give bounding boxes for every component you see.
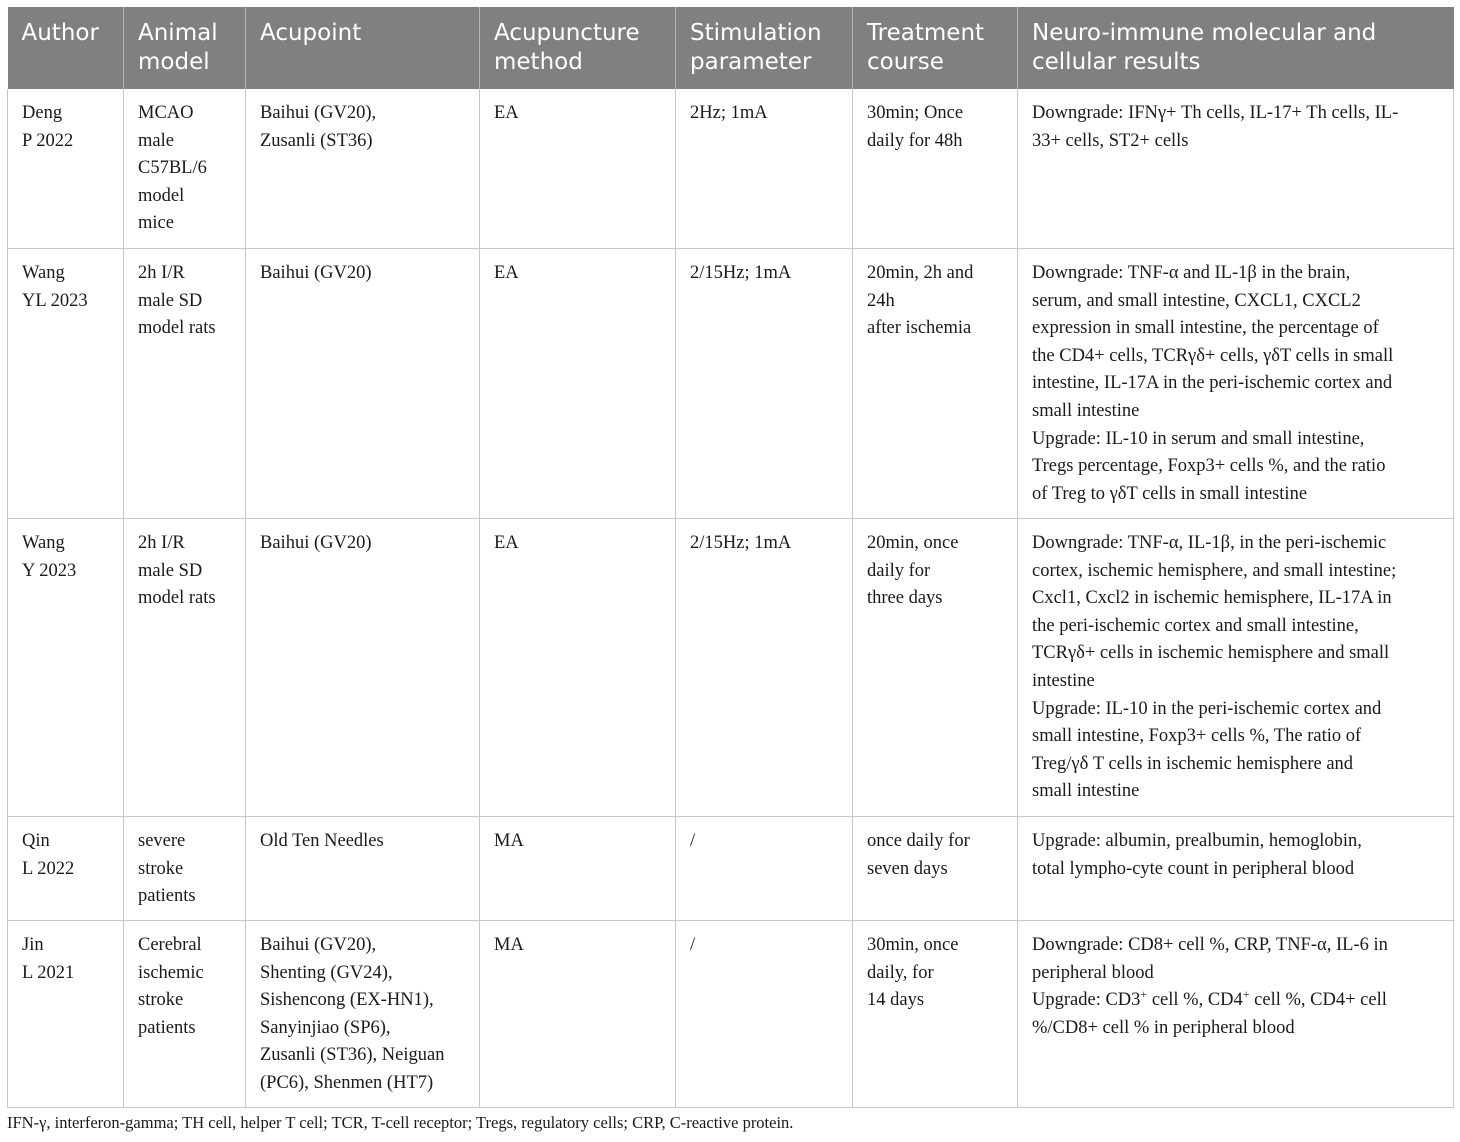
cell-method: MA bbox=[480, 921, 676, 1108]
cell-model: MCAO male C57BL/6 model mice bbox=[124, 89, 246, 249]
header-animal-model: Animal model bbox=[124, 7, 246, 89]
cell-acupoint: Baihui (GV20) bbox=[246, 519, 480, 817]
cell-model: 2h I/R male SD model rats bbox=[124, 249, 246, 519]
header-acupuncture-method: Acupuncture method bbox=[480, 7, 676, 89]
table-row bbox=[8, 89, 1454, 249]
table-container bbox=[7, 7, 1453, 1108]
cell-parameter: / bbox=[676, 817, 853, 921]
cell-results: Downgrade: CD8+ cell %, CRP, TNF-α, IL-6 in peripheral blood Upgrade: CD3+ cell %, CD4+ cell %, CD4+ cell %/CD8+ cell % in peripheral blood bbox=[1018, 921, 1454, 1108]
cell-author: Jin L 2021 bbox=[8, 921, 124, 1108]
cell-acupoint: Baihui (GV20) bbox=[246, 249, 480, 519]
header-stimulation-parameter: Stimulation parameter bbox=[676, 7, 853, 89]
cell-results: Upgrade: albumin, prealbumin, hemoglobin, total lympho-cyte count in peripheral blood bbox=[1018, 817, 1454, 921]
results-table bbox=[7, 7, 1454, 1108]
cell-parameter: 2Hz; 1mA bbox=[676, 89, 853, 249]
cell-acupoint: Baihui (GV20), Shenting (GV24), Sishencong (EX-HN1), Sanyinjiao (SP6), Zusanli (ST36), Neiguan (PC6), Shenmen (HT7) bbox=[246, 921, 480, 1108]
cell-acupoint: Baihui (GV20), Zusanli (ST36) bbox=[246, 89, 480, 249]
cell-course: 20min, 2h and 24h after ischemia bbox=[853, 249, 1018, 519]
cell-course: once daily for seven days bbox=[853, 817, 1018, 921]
cell-author: Qin L 2022 bbox=[8, 817, 124, 921]
header-author: Author bbox=[8, 7, 124, 89]
cell-model: Cerebral ischemic stroke patients bbox=[124, 921, 246, 1108]
cell-parameter: 2/15Hz; 1mA bbox=[676, 249, 853, 519]
cell-course: 20min, once daily for three days bbox=[853, 519, 1018, 817]
upgrade-line: Upgrade: CD3+ cell %, CD4+ cell %, CD4+ cell bbox=[1032, 987, 1387, 1011]
cell-parameter: 2/15Hz; 1mA bbox=[676, 519, 853, 817]
header-row bbox=[8, 7, 1454, 89]
cell-author: Wang Y 2023 bbox=[8, 519, 124, 817]
cell-method: EA bbox=[480, 89, 676, 249]
table-row bbox=[8, 249, 1454, 519]
cell-results: Downgrade: IFNγ+ Th cells, IL-17+ Th cells, IL- 33+ cells, ST2+ cells bbox=[1018, 89, 1454, 249]
cell-model: severe stroke patients bbox=[124, 817, 246, 921]
cell-author: Deng P 2022 bbox=[8, 89, 124, 249]
cell-method: EA bbox=[480, 249, 676, 519]
cell-results: Downgrade: TNF-α, IL-1β, in the peri-ischemic cortex, ischemic hemisphere, and small intestine; Cxcl1, Cxcl2 in ischemic hemisphere, IL-17A in the peri-ischemic cortex and small intestine, TCRγδ+ cells in ischemic hemisphere and small intestine Upgrade: IL-10 in the peri-ischemic cortex and small intestine, Foxp3+ cells %, The ratio of Treg/γδ T cells in ischemic hemisphere and small intestine bbox=[1018, 519, 1454, 817]
header-treatment-course: Treatment course bbox=[853, 7, 1018, 89]
table-row bbox=[8, 519, 1454, 817]
cell-parameter: / bbox=[676, 921, 853, 1108]
header-acupoint: Acupoint bbox=[246, 7, 480, 89]
cell-acupoint: Old Ten Needles bbox=[246, 817, 480, 921]
cell-author: Wang YL 2023 bbox=[8, 249, 124, 519]
table-footnote: IFN-γ, interferon-gamma; TH cell, helper T cell; TCR, T-cell receptor; Tregs, regulatory cells; CRP, C-reactive protein. bbox=[7, 1113, 794, 1132]
table-row bbox=[8, 921, 1454, 1108]
cell-course: 30min; Once daily for 48h bbox=[853, 89, 1018, 249]
cell-model: 2h I/R male SD model rats bbox=[124, 519, 246, 817]
table-row bbox=[8, 817, 1454, 921]
cell-results: Downgrade: TNF-α and IL-1β in the brain, serum, and small intestine, CXCL1, CXCL2 expression in small intestine, the percentage of the CD4+ cells, TCRγδ+ cells, γδT cells in small intestine, IL-17A in the peri-ischemic cortex and small intestine Upgrade: IL-10 in serum and small intestine, Tregs percentage, Foxp3+ cells %, and the ratio of Treg to γδT cells in small intestine bbox=[1018, 249, 1454, 519]
cell-method: MA bbox=[480, 817, 676, 921]
header-results: Neuro-immune molecular and cellular results bbox=[1018, 7, 1454, 89]
cell-course: 30min, once daily, for 14 days bbox=[853, 921, 1018, 1108]
cell-method: EA bbox=[480, 519, 676, 817]
